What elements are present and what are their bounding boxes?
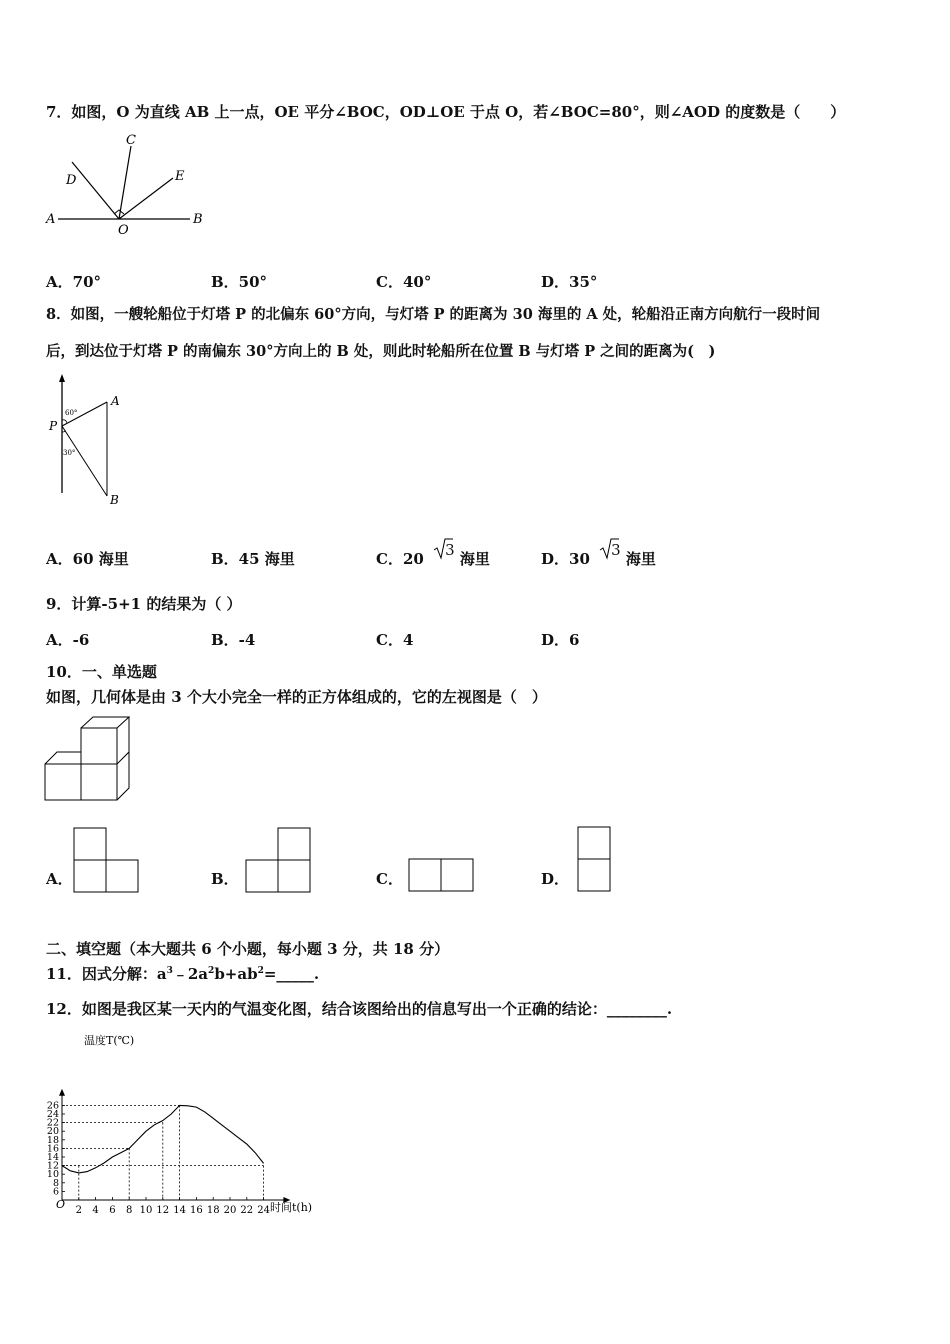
q10-option-a-figure xyxy=(72,827,142,895)
right-angle-mark xyxy=(114,210,124,214)
y-tick-label: 6 xyxy=(52,1186,59,1198)
y-axis-label: 温度T(℃) xyxy=(84,1034,135,1047)
label-a: A xyxy=(46,212,56,227)
q8-figure xyxy=(44,372,134,512)
q8-option-d-radicand: 3 xyxy=(611,541,621,559)
segment-pb xyxy=(62,426,107,496)
y-tick-label: 12 xyxy=(46,1160,59,1172)
q11-stem xyxy=(46,965,319,983)
q11-exp1: 3 xyxy=(166,966,173,976)
y-tick-label: 16 xyxy=(46,1143,59,1155)
q8-option-a: A．60 海里 xyxy=(46,550,129,568)
angle-60: 60° xyxy=(65,409,78,417)
q10-option-a-label: A． xyxy=(46,870,73,888)
section2-title: 二、填空题（本大题共 6 个小题，每小题 3 分，共 18 分） xyxy=(46,940,450,958)
x-tick-label: 2 xyxy=(75,1205,82,1216)
x-axis-label: 时间t(h) xyxy=(270,1201,313,1214)
x-tick-label: 24 xyxy=(257,1205,270,1216)
x-tick-label: 10 xyxy=(139,1205,153,1216)
q7-stem: 7．如图，O 为直线 AB 上一点，OE 平分∠BOC，OD⊥OE 于点 O，若∠BOC=80°，则∠AOD 的度数是（ ） xyxy=(46,103,846,121)
x-tick-label: 20 xyxy=(223,1205,237,1216)
q10-solid-figure xyxy=(44,716,139,806)
label-o: O xyxy=(118,223,129,238)
q10-option-c-label: C． xyxy=(376,870,403,888)
angle-arc-1 xyxy=(62,420,67,423)
q10-option-b-label: B． xyxy=(211,870,239,888)
q7-option-d: D．35° xyxy=(541,273,598,291)
origin-label: O xyxy=(56,1198,66,1211)
q7-figure xyxy=(40,130,220,240)
q10-option-d-label: D． xyxy=(541,870,570,888)
angle-30: 30° xyxy=(63,449,76,457)
q7-option-b: B．50° xyxy=(211,273,268,291)
q11-exp3: 2 xyxy=(257,966,264,976)
y-tick-label: 26 xyxy=(46,1100,59,1112)
q7-option-a: A．70° xyxy=(46,273,102,291)
y-tick-label: 10 xyxy=(46,1169,59,1181)
x-tick-label: 12 xyxy=(156,1205,170,1216)
x-tick-label: 6 xyxy=(109,1205,116,1216)
q11-suffix: =_____. xyxy=(263,965,320,983)
y-tick-label: 18 xyxy=(46,1134,59,1146)
x-tick-label: 18 xyxy=(206,1205,220,1216)
q8-option-c-suffix: 海里 xyxy=(459,550,490,568)
label-c: C xyxy=(126,133,136,148)
q9-option-d: D．6 xyxy=(541,631,580,649)
q12-stem: 12．如图是我区某一天内的气温变化图，结合该图给出的信息写出一个正确的结论：________. xyxy=(46,1000,673,1018)
q8-stem-line1: 8．如图，一艘轮船位于灯塔 P 的北偏东 60°方向，与灯塔 P 的距离为 30 海里的 A 处，轮船沿正南方向航行一段时间 xyxy=(46,306,821,323)
y-tick-label: 24 xyxy=(46,1109,59,1120)
q10-option-d-figure xyxy=(576,825,614,895)
y-tick-label: 14 xyxy=(46,1152,59,1163)
y-tick-label: 22 xyxy=(46,1117,59,1129)
q10-header: 10．一、单选题 xyxy=(46,663,157,681)
label-p: P xyxy=(49,419,58,433)
sqrt-3 xyxy=(599,541,621,568)
q11-mid: ﹣2a xyxy=(172,965,209,983)
label-a: A xyxy=(111,394,120,408)
ray-od xyxy=(72,162,119,219)
q8-option-c-prefix: C．20 xyxy=(376,550,424,568)
q8-option-d-suffix: 海里 xyxy=(625,550,656,568)
y-axis-arrow xyxy=(59,1089,65,1096)
label-d: D xyxy=(66,173,77,188)
x-tick-label: 8 xyxy=(126,1205,133,1216)
x-tick-label: 4 xyxy=(92,1205,99,1216)
q8-option-c-radicand: 3 xyxy=(445,541,455,559)
q8-option-d xyxy=(541,541,656,569)
ray-oc xyxy=(119,146,131,219)
q12-temperature-chart xyxy=(40,1030,330,1220)
q9-option-c: C．4 xyxy=(376,631,414,649)
q9-option-b: B．-4 xyxy=(211,631,256,649)
q9-option-a: A．-6 xyxy=(46,631,90,649)
sqrt-3 xyxy=(433,541,455,568)
q10-option-c-figure xyxy=(407,857,477,895)
ray-oe xyxy=(119,178,173,219)
q10-option-b-figure xyxy=(244,827,314,895)
q10-stem: 如图，几何体是由 3 个大小完全一样的正方体组成的，它的左视图是（ ） xyxy=(46,688,547,706)
label-b: B xyxy=(110,493,119,507)
x-tick-label: 16 xyxy=(190,1205,203,1216)
north-arrow xyxy=(59,374,65,382)
y-tick-label: 20 xyxy=(46,1126,59,1138)
x-tick-label: 22 xyxy=(240,1205,254,1216)
q7-option-c: C．40° xyxy=(376,273,432,291)
q8-option-c xyxy=(376,541,490,569)
q11-mid2: b+ab xyxy=(214,965,258,983)
label-e: E xyxy=(175,169,185,184)
x-tick-label: 14 xyxy=(173,1205,186,1216)
q8-option-d-prefix: D．30 xyxy=(541,550,590,568)
q11-prefix: 11．因式分解：a xyxy=(46,965,167,983)
y-tick-label: 8 xyxy=(52,1177,59,1189)
label-b: B xyxy=(193,212,203,227)
q9-stem: 9．计算-5+1 的结果为（ ） xyxy=(46,595,242,613)
q11-exp2: 2 xyxy=(208,966,215,976)
q8-stem-line2: 后，到达位于灯塔 P 的南偏东 30°方向上的 B 处，则此时轮船所在位置 B 与灯塔 P 之间的距离为( ) xyxy=(46,343,716,360)
q8-option-b: B．45 海里 xyxy=(211,550,295,568)
